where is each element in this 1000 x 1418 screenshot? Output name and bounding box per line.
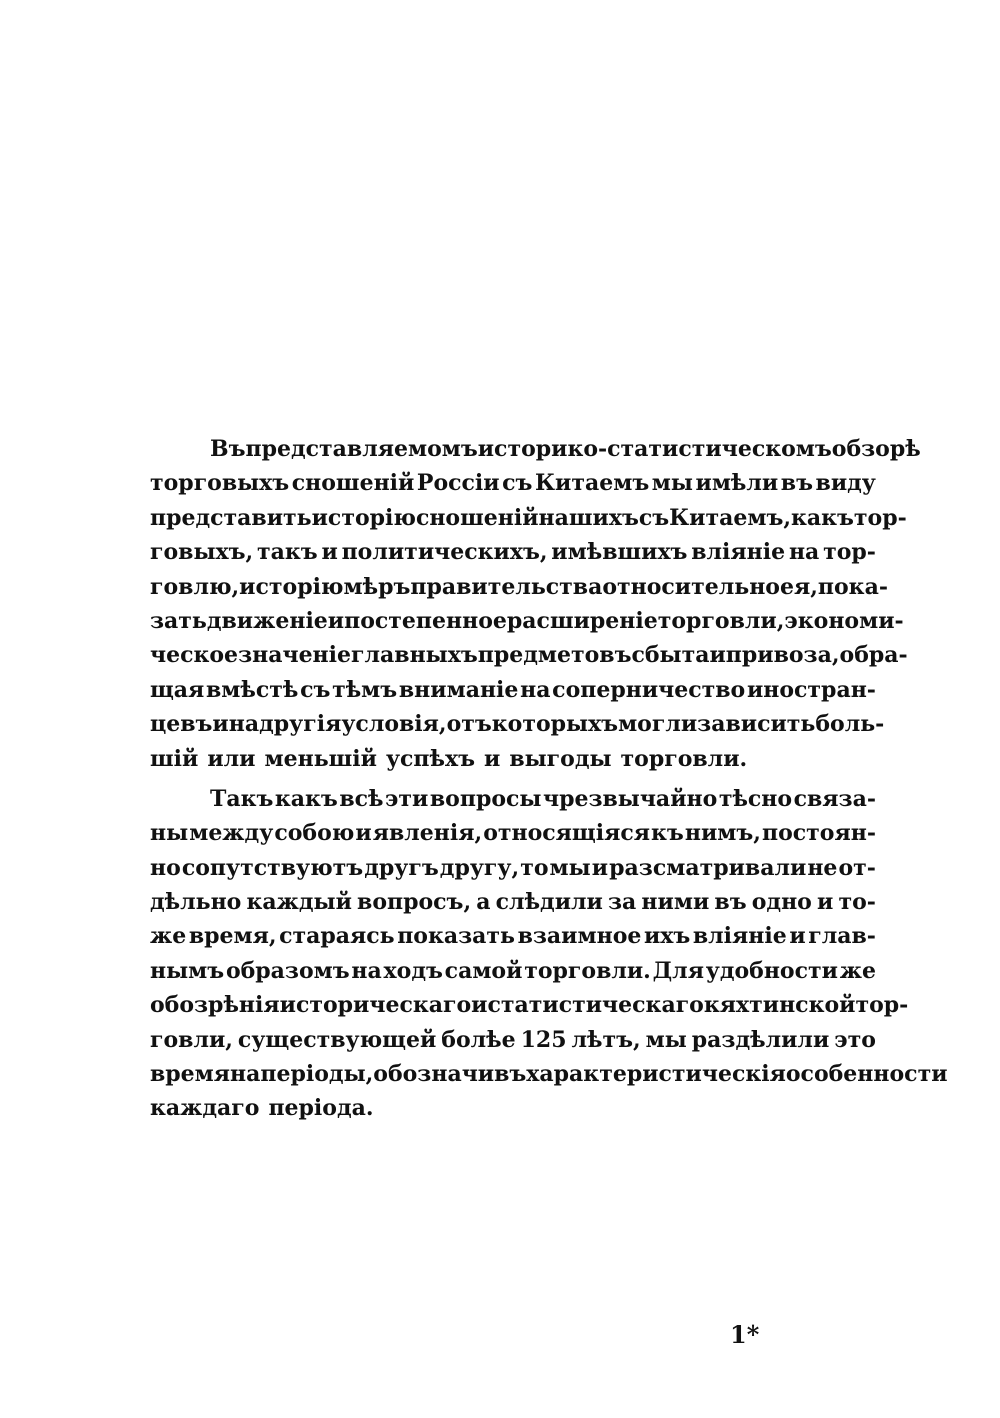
- text-line: зать движеніе и постепенное расширеніе торговли, экономи-: [150, 607, 904, 634]
- paragraph: [150, 432, 921, 776]
- text-line: представить исторію сношеній нашихъ съ Китаемъ, какъ тор-: [150, 504, 907, 531]
- text-line: Въ представляемомъ историко-статистическомъ обзорѣ: [210, 436, 921, 462]
- text-line: говли, существующей болѣе 125 лѣтъ, мы раздѣлили это: [150, 1026, 876, 1053]
- paragraph: [150, 782, 948, 1126]
- text-line: время на періоды, обозначивъ характеристическія особенности: [150, 1061, 948, 1088]
- text-line: говыхъ, такъ и политическихъ, имѣвшихъ вліяніе на тор-: [150, 539, 876, 566]
- text-line: торговыхъ сношеній Россіи съ Китаемъ мы имѣли въ виду: [150, 470, 876, 497]
- page-number: 1*: [730, 1320, 760, 1349]
- text-line: щая вмѣстѣ съ тѣмъ вниманіе на соперничество иностран-: [150, 676, 876, 703]
- main-text: [150, 432, 948, 1126]
- text-line: говлю, исторію мѣръ правительства относительно ея, пока-: [150, 573, 888, 600]
- text-line: но сопутствуютъ другъ другу, то мы и разсматривали не от-: [150, 854, 876, 881]
- text-line: шій или меньшій успѣхъ и выгоды торговли.: [150, 745, 748, 772]
- text-line: каждаго періода.: [150, 1095, 374, 1122]
- text-line: обозрѣнія историческаго и статистическаго кяхтинской тор-: [150, 992, 909, 1019]
- text-line: Такъ какъ всѣ эти вопросы чрезвычайно тѣсно связа-: [210, 785, 876, 812]
- text-line: ческое значеніе главныхъ предметовъ сбыта и привоза, обра-: [150, 642, 908, 669]
- text-line: цевъ и на другія условія, отъ которыхъ могли зависить боль-: [150, 711, 885, 738]
- text-line: же время, стараясь показать взаимное ихъ вліяніе и глав-: [150, 923, 876, 950]
- text-line: нымъ образомъ на ходъ самой торговли. Для удобности же: [150, 957, 876, 984]
- text-line: ны между собою и явленія, относящіяся къ нимъ, постоян-: [150, 820, 876, 847]
- text-line: дѣльно каждый вопросъ, а слѣдили за ними въ одно и то-: [150, 889, 876, 916]
